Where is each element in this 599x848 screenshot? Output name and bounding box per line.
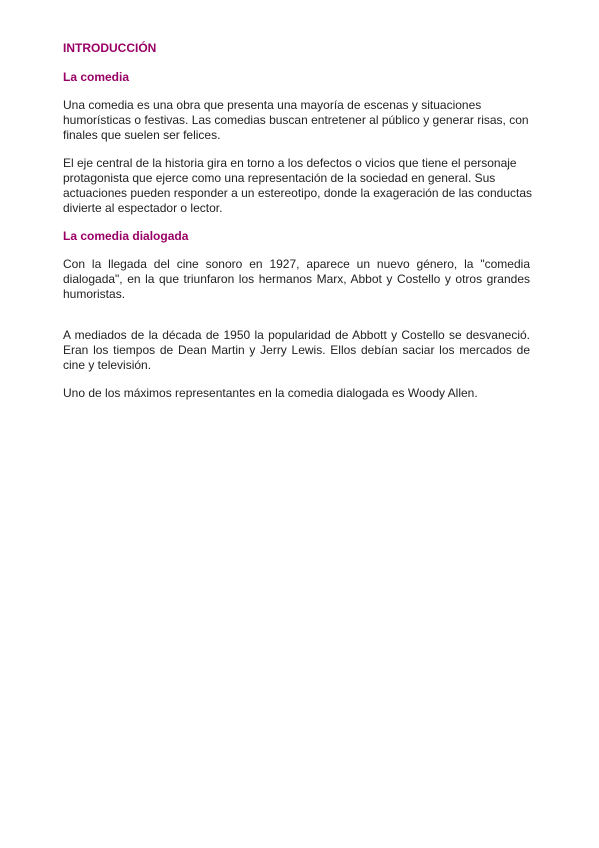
paragraph-comedia-eje-central: El eje central de la historia gira en torno a los defectos o vicios que tiene el personaje protagonista que ejerce como una representación de la sociedad en general. Sus actuaciones pueden responder a un estereotipo, donde la exageración de las conductas divierte al espectador o lector.: [63, 156, 533, 215]
paragraph-abbott-costello: A mediados de la década de 1950 la popularidad de Abbott y Costello se desvaneció. Eran los tiempos de Dean Martin y Jerry Lewis. Ellos debían saciar los mercados de cine y televisión.: [63, 328, 530, 372]
intro-heading: INTRODUCCIÓN: [63, 41, 157, 55]
section-heading-comedia: La comedia: [63, 70, 130, 84]
section-heading-comedia-dialogada: La comedia dialogada: [63, 229, 189, 243]
paragraph-woody-allen: Uno de los máximos representantes en la comedia dialogada es Woody Allen.: [63, 386, 478, 400]
paragraph-comedia-definition: Una comedia es una obra que presenta una mayoría de escenas y situaciones humorísticas o festivas. Las comedias buscan entretener al público y generar risas, con finales que suelen ser felices.: [63, 98, 529, 142]
paragraph-cine-sonoro: Con la llegada del cine sonoro en 1927, aparece un nuevo género, la "comedia dialogada", en la que triunfaron los hermanos Marx, Abbot y Costello y otros grandes humoristas.: [63, 257, 530, 301]
